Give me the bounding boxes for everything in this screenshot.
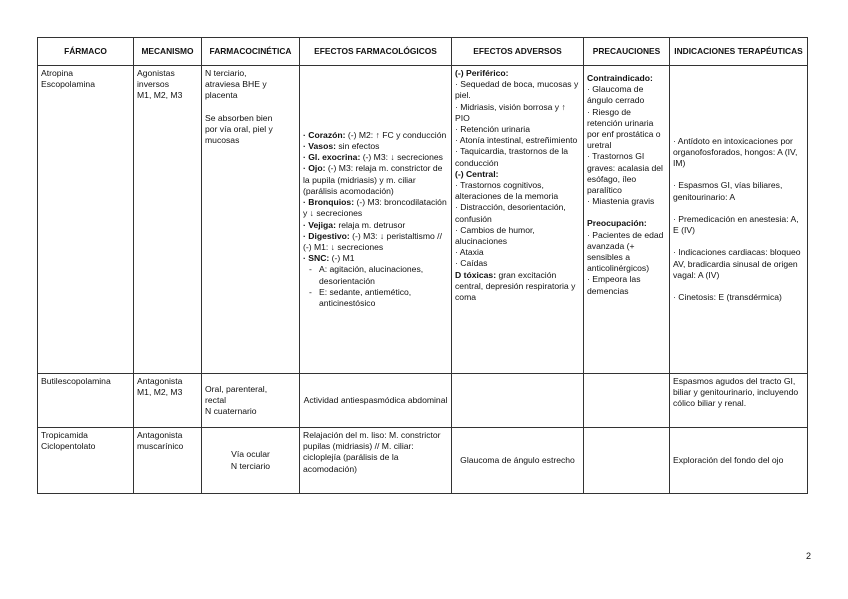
adverse-item: · Cambios de humor, alucinaciones <box>455 224 535 247</box>
adverse-item: · Trastornos cognitivos, alteraciones de la memoria <box>455 180 559 202</box>
effect-item: · Vasos: sin efectos <box>303 141 380 152</box>
header-row <box>38 38 808 66</box>
mechanism-line: M1, M2, M3 <box>137 90 183 101</box>
indication-item: · Espasmos GI, vías biliares, genitourinario: A <box>673 180 783 202</box>
cell-indicaciones: Espasmos agudos del tracto GI, biliar y genitourinario, incluyendo cólico biliar y renal. <box>670 374 808 428</box>
effect-item: · Digestivo: (-) M3: ↓ peristaltismo // (-) M1: ↓ secreciones <box>303 230 442 252</box>
cell-indicaciones: Exploración del fondo del ojo <box>670 428 808 494</box>
pk-line: Vía ocular <box>231 449 270 460</box>
indication-item: · Antídoto en intoxicaciones por organofosforados, hongos: A (IV, IM) <box>673 135 798 169</box>
table-row <box>38 374 808 428</box>
drug-name: Ciclopentolato <box>41 441 96 452</box>
drug-name: Tropicamida <box>41 430 88 440</box>
cell-farmaco <box>38 374 134 428</box>
pk-line: por vía oral, piel y <box>205 123 273 134</box>
cell-precauciones <box>584 428 670 494</box>
precaution-item: · Miastenia gravis <box>587 196 655 207</box>
drug-name: Escopolamina <box>41 79 95 90</box>
table-row <box>38 66 808 374</box>
effect-item: · Gl. exocrina: (-) M3: ↓ secreciones <box>303 152 443 163</box>
cell-farmacocinetica <box>202 428 300 494</box>
header-efectos-farmacologicos: EFECTOS FARMACOLÓGICOS <box>300 38 452 66</box>
mechanism-line: Agonistas <box>137 68 175 78</box>
precaution-item: · Pacientes de edad avanzada (+ sensibles a anticolinérgicos) <box>587 229 664 274</box>
adverse-item: · Taquicardia, trastornos de la conducción <box>455 146 569 168</box>
adverse-item: · Midriasis, visión borrosa y ↑ PIO <box>455 101 566 123</box>
precaution-heading-preocupacion: Preocupación: <box>587 218 647 229</box>
effect-item: · SNC: (-) M1 <box>303 253 355 264</box>
precaution-item: · Riesgo de retención urinaria por enf prostática o uretral <box>587 106 661 151</box>
cell-farmacocinetica <box>202 374 300 428</box>
pk-line: N cuaternario <box>205 406 257 417</box>
indication-item: · Premedicación en anestesia: A, E (IV) <box>673 213 799 236</box>
header-farmacocinetica: FARMACOCINÉTICA <box>202 38 300 66</box>
cell-farmaco <box>38 428 134 494</box>
precaution-item: · Trastornos GI graves: acalasia del esófago, íleo paralítico <box>587 151 663 196</box>
header-precauciones: PRECAUCIONES <box>584 38 670 66</box>
adverse-item: · Retención urinaria <box>455 124 530 135</box>
adverse-item: · Distracción, desorientación, confusión <box>455 202 566 224</box>
cell-precauciones <box>584 374 670 428</box>
cell-efectos-farmacologicos: Actividad antiespasmódica abdominal <box>300 374 452 428</box>
effect-item: · Bronquios: (-) M3: broncodilatación y ↓ secreciones <box>303 197 447 219</box>
cell-efectos-adversos: Glaucoma de ángulo estrecho <box>452 428 584 494</box>
adverse-item: · Caídas <box>455 258 488 269</box>
pk-line: rectal <box>205 394 227 405</box>
pk-line: placenta <box>205 90 238 101</box>
drug-name: Butilescopolamina <box>41 376 111 386</box>
effect-item: · Vejiga: relaja m. detrusor <box>303 219 406 230</box>
precaution-item: · Empeora las demencias <box>587 274 641 296</box>
cell-precauciones <box>584 66 670 374</box>
precaution-item: · Glaucoma de ángulo cerrado <box>587 84 645 106</box>
cell-farmacocinetica <box>202 66 300 374</box>
adverse-item: · Ataxia <box>455 247 484 258</box>
header-mecanismo: MECANISMO <box>134 38 202 66</box>
cell-efectos-adversos <box>452 66 584 374</box>
snc-sub-item: - E: sedante, antiemético, anticinestósico <box>309 286 412 308</box>
page-number: 2 <box>805 551 811 561</box>
indication-item: · Cinetosis: E (transdérmica) <box>673 291 782 302</box>
pk-line: N terciario <box>230 460 271 471</box>
adverse-heading-periferico: (-) Periférico: <box>455 68 509 78</box>
effect-item: · Corazón: (-) M2: ↑ FC y conducción <box>303 129 447 140</box>
precaution-heading-contraindicado: Contraindicado: <box>587 73 653 83</box>
adverse-toxic-doses: D tóxicas: gran excitación central, depresión respiratoria y coma <box>455 269 576 303</box>
pharmacology-table <box>37 37 808 494</box>
cell-indicaciones <box>670 66 808 374</box>
mechanism-line: muscarínico <box>137 441 184 452</box>
snc-sub-item: - A: agitación, alucinaciones, desorientación <box>309 264 424 286</box>
pk-line: mucosas <box>205 135 240 146</box>
header-indicaciones: INDICACIONES TERAPÉUTICAS <box>670 38 808 66</box>
cell-efectos-farmacologicos: Relajación del m. liso: M. constrictor pupilas (midriasis) // M. ciliar: cicloplejía (parálisis de la acomodación) <box>300 428 452 494</box>
table-row <box>38 428 808 494</box>
indication-item: · Indicaciones cardiacas: bloqueo AV, bradicardia sinusal de origen vagal: A (IV) <box>673 247 801 280</box>
pk-line: Se absorben bien <box>205 112 273 123</box>
pk-line: atraviesa BHE y <box>205 79 267 90</box>
pk-line: N terciario, <box>205 68 247 78</box>
mechanism-line: M1, M2, M3 <box>137 387 183 398</box>
cell-mecanismo <box>134 66 202 374</box>
header-farmaco: FÁRMACO <box>38 38 134 66</box>
pk-line: Oral, parenteral, <box>205 383 268 394</box>
drug-name: Atropina <box>41 68 74 78</box>
cell-mecanismo <box>134 374 202 428</box>
mechanism-line: Antagonista <box>137 430 183 440</box>
cell-farmaco <box>38 66 134 374</box>
adverse-heading-central: (-) Central: <box>455 168 499 179</box>
effect-item: · Ojo: (-) M3: relaja m. constrictor de la pupila (midriasis) y m. ciliar (parálisis acomodación) <box>303 163 443 196</box>
mechanism-line: inversos <box>137 79 169 90</box>
mechanism-line: Antagonista <box>137 376 183 386</box>
header-efectos-adversos: EFECTOS ADVERSOS <box>452 38 584 66</box>
adverse-item: · Sequedad de boca, mucosas y piel. <box>455 79 579 101</box>
adverse-item: · Atonía intestinal, estreñimiento <box>455 135 578 146</box>
cell-efectos-farmacologicos <box>300 66 452 374</box>
cell-efectos-adversos <box>452 374 584 428</box>
cell-mecanismo <box>134 428 202 494</box>
